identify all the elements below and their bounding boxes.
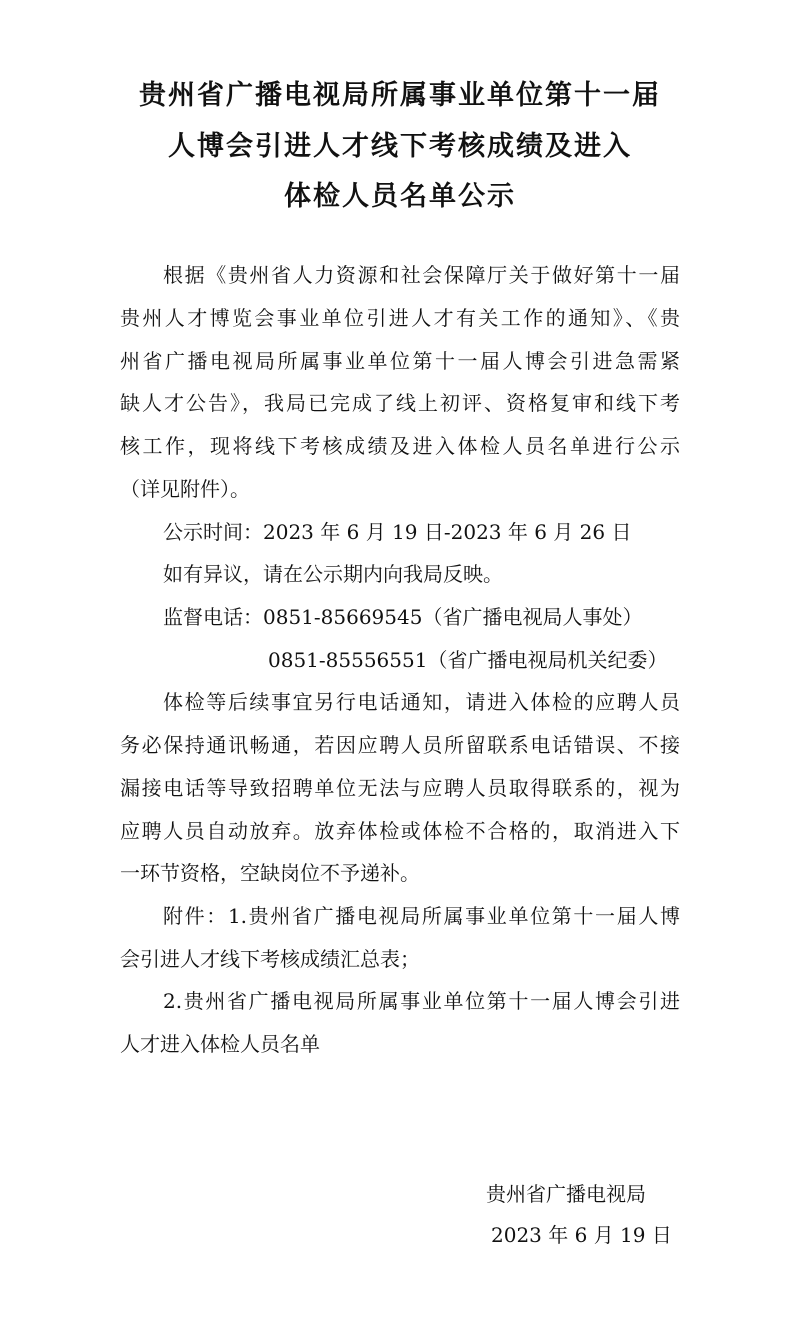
paragraph-1-line-4: 缺人才公告》，我局已完成了线上初评、资格复审和线下考 (120, 391, 680, 415)
paragraph-1-line-5: 核工作，现将线下考核成绩及进入体检人员名单进行公示 (120, 434, 680, 458)
paragraph-2-line-2: 务必保持通讯畅通，若因应聘人员所留联系电话错误、不接 (120, 733, 680, 757)
attachment-1-line-1: 附件：1.贵州省广播电视局所属事业单位第十一届人博 (163, 904, 680, 928)
signature-date: 2023 年 6 月 19 日 (491, 1223, 672, 1247)
attachment-1-line-2: 会引进人才线下考核成绩汇总表； (120, 947, 420, 971)
attachment-2-line-1: 2.贵州省广播电视局所属事业单位第十一届人博会引进 (163, 989, 680, 1013)
paragraph-2-line-5: 一环节资格，空缺岗位不予递补。 (120, 861, 420, 885)
supervision-phone-1: 监督电话：0851-85669545（省广播电视局人事处） (163, 605, 643, 629)
paragraph-2-line-3: 漏接电话等导致招聘单位无法与应聘人员取得联系的，视为 (120, 776, 680, 800)
title-line-3: 体检人员名单公示 (284, 181, 516, 212)
paragraph-1-line-3: 州省广播电视局所属事业单位第十一届人博会引进急需紧 (120, 349, 680, 373)
paragraph-1-line-6: （详见附件）。 (120, 477, 250, 501)
notice-period: 公示时间：2023 年 6 月 19 日-2023 年 6 月 26 日 (163, 520, 632, 544)
paragraph-1-line-2: 贵州人才博览会事业单位引进人才有关工作的通知》、《贵 (120, 306, 680, 330)
title-line-2: 人博会引进人才线下考核成绩及进入 (168, 131, 632, 162)
paragraph-2-line-4: 应聘人员自动放弃。放弃体检或体检不合格的，取消进入下 (120, 819, 680, 843)
paragraph-2-line-1: 体检等后续事宜另行电话通知，请进入体检的应聘人员 (163, 690, 680, 714)
title-line-1: 贵州省广播电视局所属事业单位第十一届 (139, 80, 661, 111)
signature-organization: 贵州省广播电视局 (486, 1182, 646, 1206)
supervision-phone-2: 0851-85556551（省广播电视局机关纪委） (268, 648, 668, 672)
paragraph-1-line-1: 根据《贵州省人力资源和社会保障厅关于做好第十一届 (163, 263, 680, 287)
attachment-2-line-2: 人才进入体检人员名单 (120, 1032, 320, 1056)
objection-note: 如有异议，请在公示期内向我局反映。 (163, 562, 503, 586)
